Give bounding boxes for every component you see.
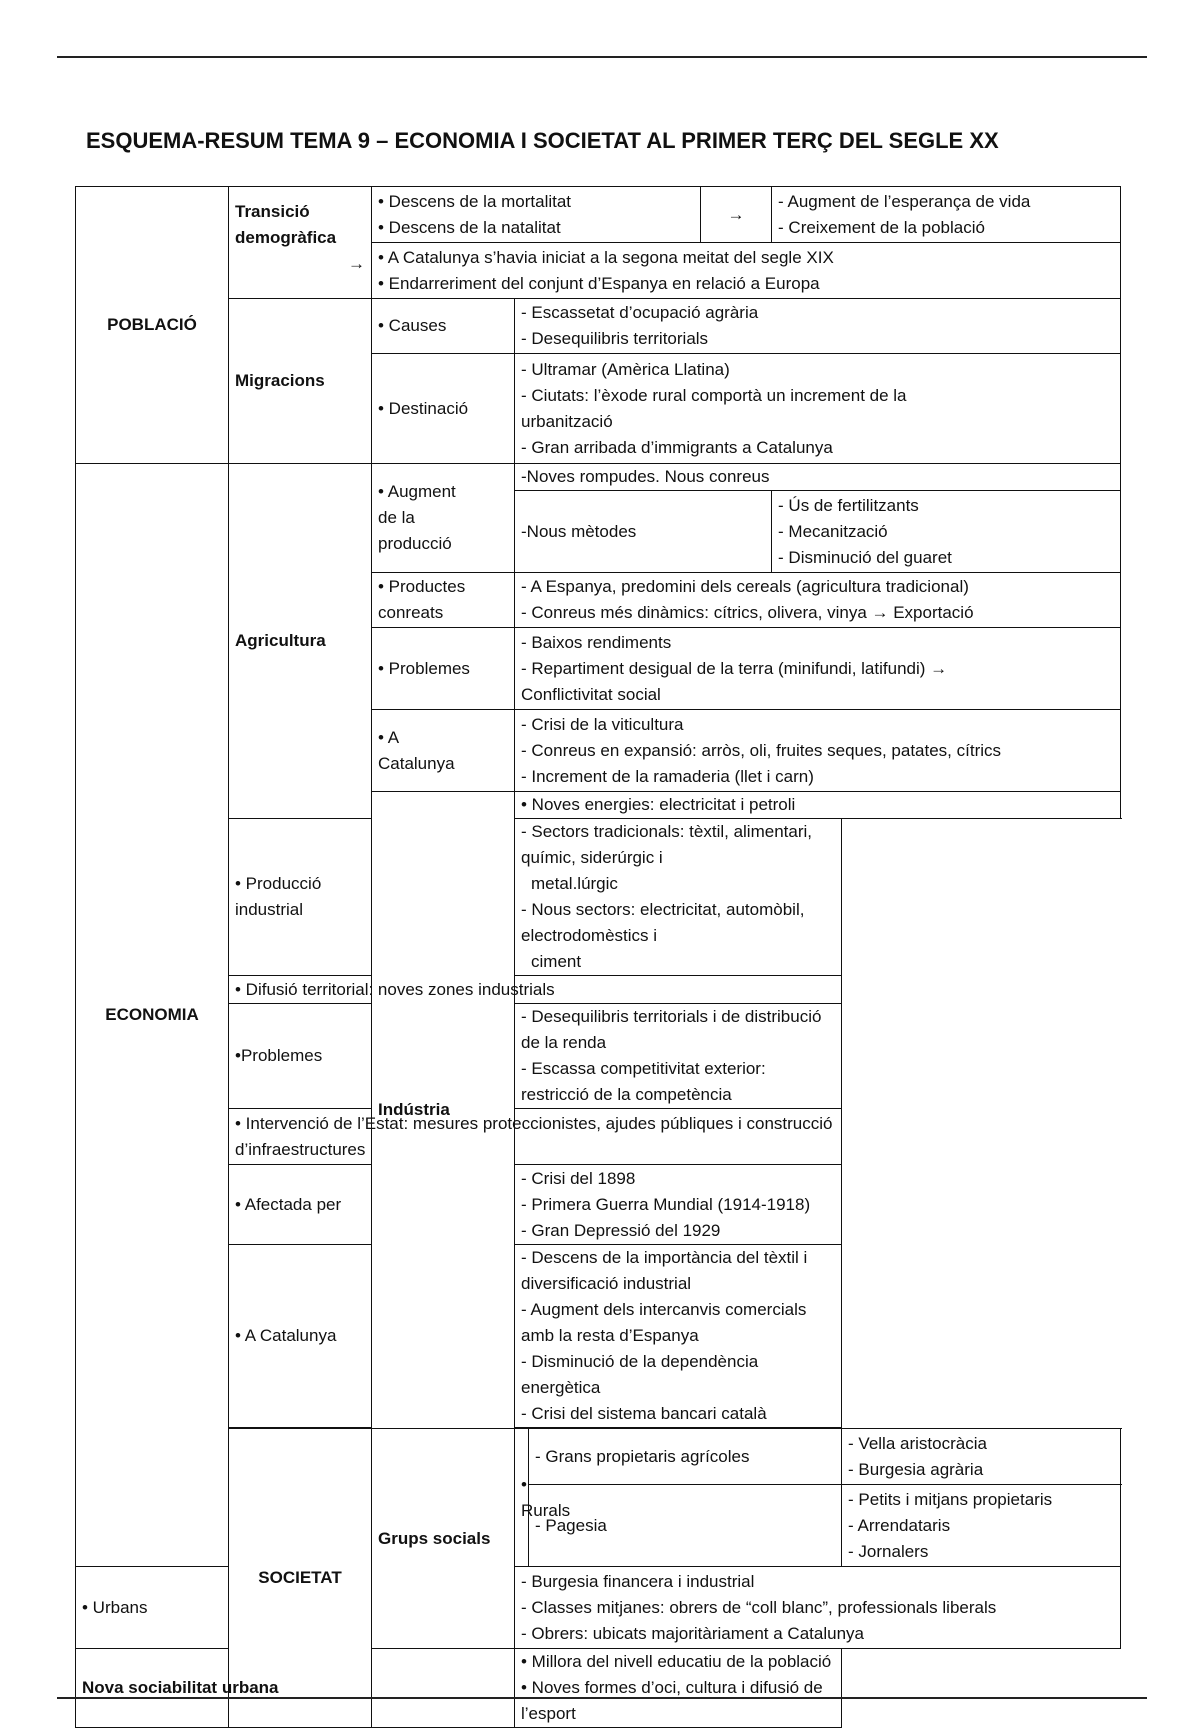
pagesia-label: - Pagesia	[529, 1485, 842, 1567]
nova-sociabilitat-list: • Millora del nivell educatiu de la població • Noves formes d’oci, cultura i difusió de l’esport	[515, 1649, 842, 1728]
agricultura-problemes-label: • Problemes	[372, 628, 515, 710]
noves-rompudes: -Noves rompudes. Nous conreus	[515, 464, 1121, 491]
industria-problemes-list: - Desequilibris territorials i de distribució de la renda - Escassa competitivitat exterior: restricció de la competència	[515, 1004, 842, 1109]
grans-propietaris-list: - Vella aristocràcia - Burgesia agrària	[842, 1429, 1121, 1485]
demographic-notes: • A Catalunya s’havia iniciat a la segona meitat del segle XIX • Endarreriment del conjunt d’Espanya en relació a Europa	[372, 243, 1121, 299]
rurals-label: • Rurals	[515, 1429, 529, 1567]
urbans-label: • Urbans	[76, 1567, 229, 1649]
industria-label: Indústria	[372, 792, 515, 1429]
industria-catalunya-list: - Descens de la importància del tèxtil i diversificació industrial - Augment dels intercanvis comercials amb la resta d’Espanya - Disminució de la dependència energètica - Crisi del sistema bancari català	[515, 1245, 842, 1428]
demographic-results: - Augment de l’esperança de vida - Creixement de la població	[772, 187, 1121, 243]
causes-label: • Causes	[372, 299, 515, 354]
page-title: ESQUEMA-RESUM TEMA 9 – ECONOMIA I SOCIETAT AL PRIMER TERÇ DEL SEGLE XX	[86, 128, 999, 153]
augment-produccio-label: • Augment de la producció	[372, 464, 515, 573]
produccio-industrial-list: - Sectors tradicionals: tèxtil, alimentari, químic, siderúrgic i metal.lúrgic - Nous sectors: electricitat, automòbil, electrodomèstics i ciment	[515, 819, 842, 976]
agricultura-label: Agricultura	[229, 464, 372, 819]
industria-problemes-label: •Problemes	[229, 1004, 515, 1109]
agricultura-catalunya-label: • A Catalunya	[372, 710, 515, 792]
nous-metodes-list: - Ús de fertilitzants - Mecanització - Disminució del guaret	[772, 491, 1121, 573]
productes-conreats-label: • Productes conreats	[372, 573, 515, 628]
produccio-industrial-label: • Producció industrial	[229, 819, 515, 976]
section-poblacio: POBLACIÓ	[76, 187, 229, 464]
agricultura-catalunya-list: - Crisi de la viticultura - Conreus en expansió: arròs, oli, fruites seques, patates, cítrics - Increment de la ramaderia (llet i carn)	[515, 710, 1121, 792]
grans-propietaris-label: - Grans propietaris agrícoles	[529, 1429, 842, 1485]
transicio-demografica-label: Transició demogràfica →	[229, 187, 372, 299]
agricultura-problemes-list: - Baixos rendiments - Repartiment desigual de la terra (minifundi, latifundi) → Conflictivitat social	[515, 628, 1121, 710]
nous-metodes-label: -Nous mètodes	[515, 491, 772, 573]
summary-table	[75, 186, 1121, 1728]
section-societat: SOCIETAT	[229, 1429, 372, 1728]
afectada-per-list: - Crisi del 1898 - Primera Guerra Mundial (1914-1918) - Gran Depressió del 1929	[515, 1165, 842, 1245]
migracions-label: Migracions	[229, 299, 372, 464]
destinacio-label: • Destinació	[372, 354, 515, 464]
section-economia: ECONOMIA	[76, 464, 229, 1567]
industria-catalunya-label: • A Catalunya	[229, 1245, 515, 1428]
afectada-per-label: • Afectada per	[229, 1165, 515, 1245]
arrow-icon: →	[348, 254, 365, 273]
productes-conreats-list: - A Espanya, predomini dels cereals (agricultura tradicional) - Conreus més dinàmics: cítrics, olivera, vinya → Exportació	[515, 573, 1121, 628]
urbans-list: - Burgesia financera i industrial - Classes mitjanes: obrers de “coll blanc”, professionals liberals - Obrers: ubicats majoritàriament a Catalunya	[515, 1567, 1121, 1649]
pagesia-list: - Petits i mitjans propietaris - Arrendataris - Jornalers	[842, 1485, 1121, 1567]
destinacio-list: - Ultramar (Amèrica Llatina) - Ciutats: l’èxode rural comportà un increment de la urbanització - Gran arribada d’immigrants a Catalunya	[515, 354, 1121, 464]
demographic-factors: • Descens de la mortalitat • Descens de la natalitat	[372, 187, 701, 243]
arrow-icon: →	[701, 187, 772, 243]
causes-list: - Escassetat d’ocupació agrària - Desequilibris territorials	[515, 299, 1121, 354]
bottom-rule	[57, 1697, 1147, 1699]
difusio-territorial: • Difusió territorial: noves zones industrials	[229, 976, 842, 1004]
grups-socials-label: Grups socials	[372, 1429, 515, 1649]
noves-energies: • Noves energies: electricitat i petroli	[515, 792, 1121, 819]
nova-sociabilitat-label: Nova sociabilitat urbana	[76, 1649, 515, 1728]
top-rule	[57, 56, 1147, 58]
intervencio-estat: • Intervenció de l’Estat: mesures proteccionistes, ajudes públiques i construcció d’infraestructures	[229, 1109, 842, 1165]
